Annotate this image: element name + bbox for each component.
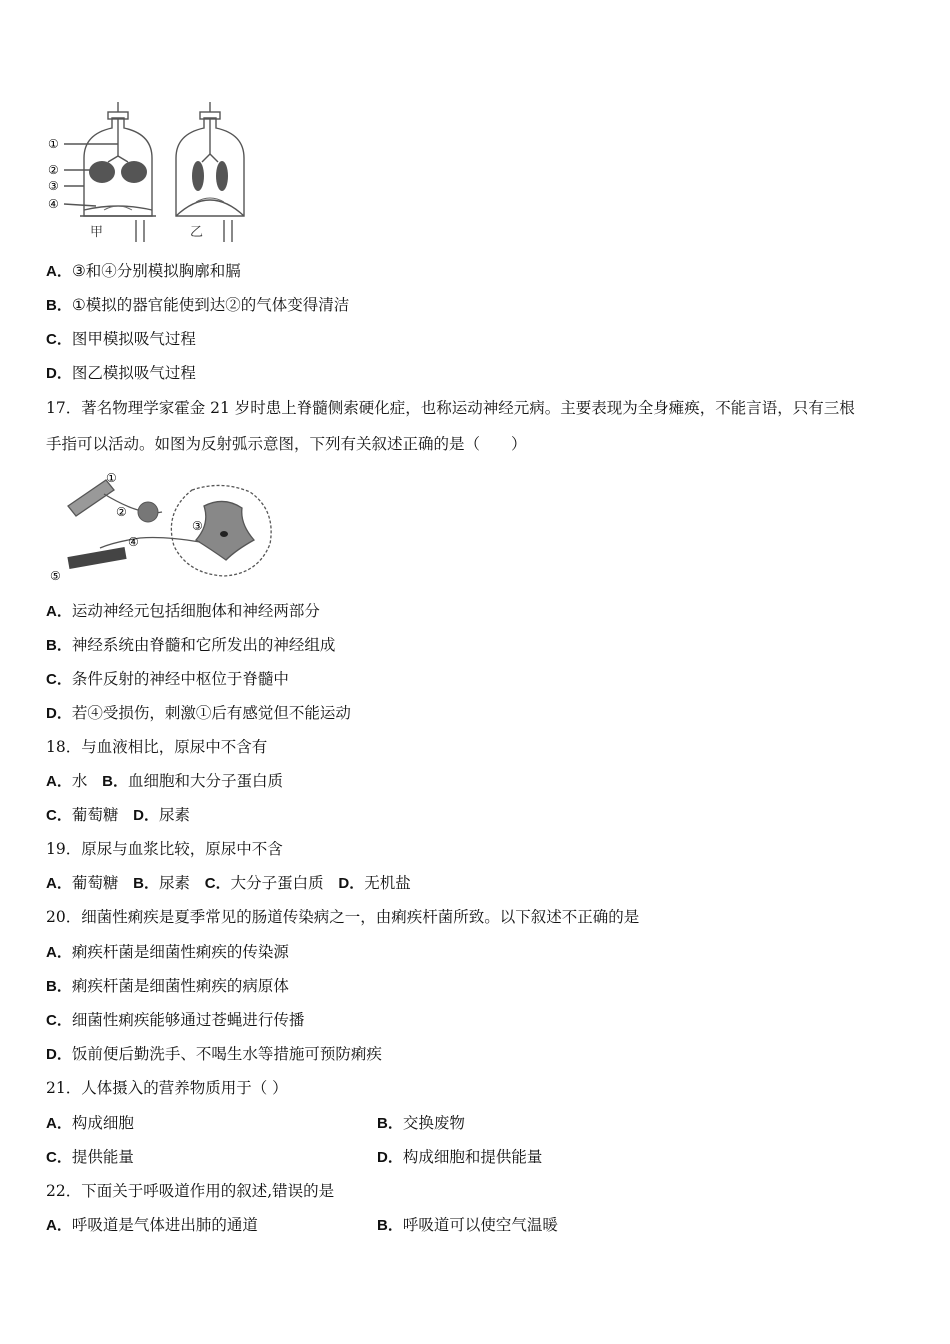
q19-stem: 19．原尿与血浆比较，原尿中不含 [46, 840, 283, 858]
marker-1: ① [48, 137, 59, 151]
caption-jia: 甲 [90, 225, 104, 240]
marker-4: ④ [48, 197, 59, 211]
q17-option-b: B．神经系统由脊髓和它所发出的神经组成 [46, 636, 336, 654]
reflex-marker-2: ② [116, 505, 127, 519]
caption-yi: 乙 [190, 225, 204, 240]
q17-stem-line1: 17．著名物理学家霍金 21 岁时患上脊髓侧索硬化症，也称运动神经元病。主要表现为全身瘫痪，不能言语，只有三根 [46, 399, 855, 417]
q16-option-d: D．图乙模拟吸气过程 [46, 364, 196, 382]
q20-option-b: B．痢疾杆菌是细菌性痢疾的病原体 [46, 977, 289, 995]
q19-options: A．葡萄糖 B．尿素 C．大分子蛋白质 D．无机盐 [46, 874, 411, 892]
reflex-marker-4: ④ [128, 535, 139, 549]
q20-option-c: C．细菌性痢疾能够通过苍蝇进行传播 [46, 1011, 305, 1029]
q20-option-a: A．痢疾杆菌是细菌性痢疾的传染源 [46, 943, 289, 961]
q17-option-c: C．条件反射的神经中枢位于脊髓中 [46, 670, 289, 688]
q22-option-a: A．呼吸道是气体进出肺的通道 [46, 1216, 258, 1234]
q18-options-row2: C．葡萄糖 D．尿素 [46, 806, 190, 824]
q18-stem: 18．与血液相比，原尿中不含有 [46, 738, 268, 756]
reflex-marker-3: ③ [192, 519, 203, 533]
q17-option-d: D．若④受损伤，刺激①后有感觉但不能运动 [46, 704, 351, 722]
q21-option-d: D．构成细胞和提供能量 [377, 1148, 543, 1166]
bell-jar-diagram [44, 98, 264, 246]
q16-option-c: C．图甲模拟吸气过程 [46, 330, 196, 348]
q21-option-a: A．构成细胞 [46, 1114, 134, 1132]
q21-option-c: C．提供能量 [46, 1148, 134, 1166]
marker-3: ③ [48, 179, 59, 193]
q22-stem: 22．下面关于呼吸道作用的叙述,错误的是 [46, 1182, 335, 1200]
q17-option-a: A．运动神经元包括细胞体和神经两部分 [46, 602, 320, 620]
q22-option-b: B．呼吸道可以使空气温暖 [377, 1216, 558, 1234]
q16-option-a: A．③和④分别模拟胸廓和膈 [46, 262, 241, 280]
q21-stem: 21．人体摄入的营养物质用于（ ） [46, 1079, 288, 1097]
q20-stem: 20．细菌性痢疾是夏季常见的肠道传染病之一，由痢疾杆菌所致。以下叙述不正确的是 [46, 908, 640, 926]
reflex-arc-diagram [44, 466, 280, 588]
q16-option-b: B．①模拟的器官能使到达②的气体变得清洁 [46, 296, 350, 314]
q21-option-b: B．交换废物 [377, 1114, 465, 1132]
q20-option-d: D．饭前便后勤洗手、不喝生水等措施可预防痢疾 [46, 1045, 382, 1063]
marker-2: ② [48, 163, 59, 177]
reflex-marker-1: ① [106, 471, 117, 485]
reflex-marker-5: ⑤ [50, 569, 61, 583]
q18-options-row1: A．水 B．血细胞和大分子蛋白质 [46, 772, 283, 790]
q17-stem-line2: 手指可以活动。如图为反射弧示意图，下列有关叙述正确的是（ ） [46, 435, 527, 453]
